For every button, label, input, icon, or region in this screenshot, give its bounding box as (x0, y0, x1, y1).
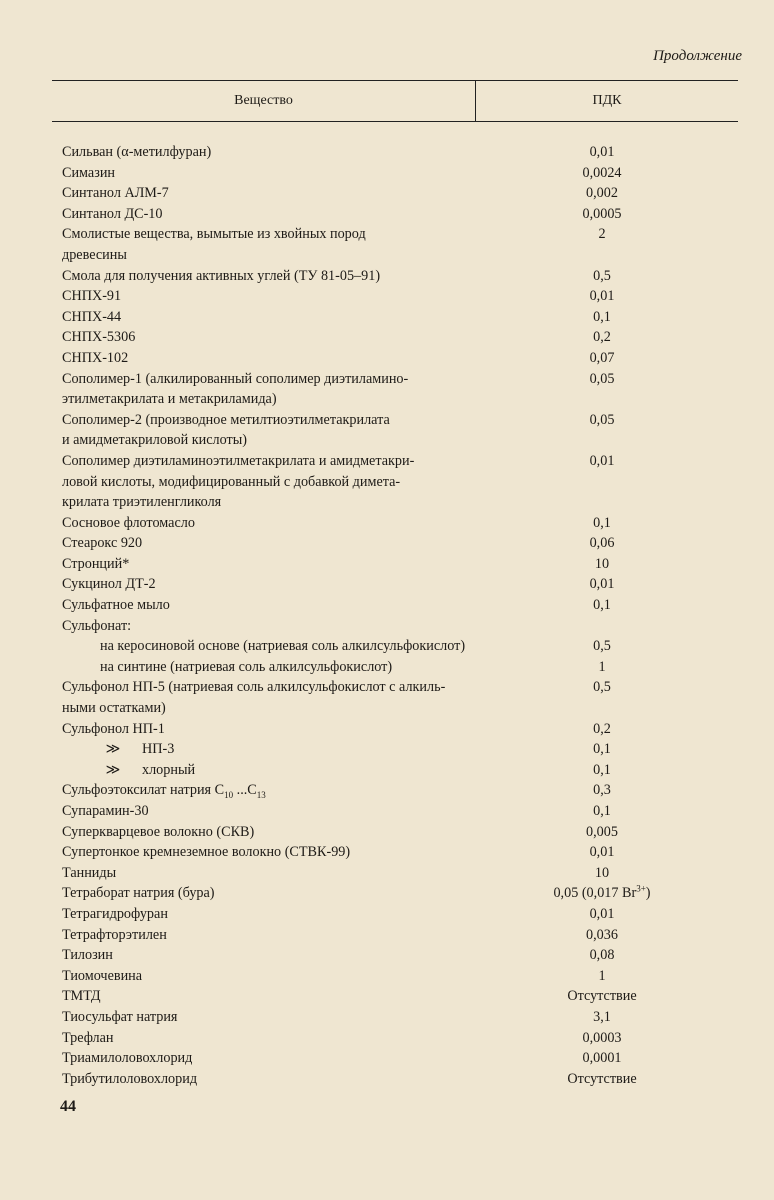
pdk-value: 0,01 (589, 576, 615, 593)
table-row (62, 801, 742, 822)
table-row (62, 183, 742, 204)
substance-name-line: на синтине (натриевая соль алкилсульфокислот) (100, 658, 393, 675)
pdk-value: 0,01 (589, 288, 615, 305)
substance-name-line: Танниды (62, 864, 117, 881)
substance-name-line: ными остатками) (62, 700, 166, 717)
substance-name-line: Трибутилоловохлорид (62, 1070, 198, 1087)
table-row (62, 224, 742, 265)
pdk-value: 0,0005 (582, 205, 622, 222)
pdk-value: 0,0024 (582, 164, 622, 181)
table-row (62, 945, 742, 966)
substance-name-line: Смола для получения активных углей (ТУ 81-05–91) (62, 267, 381, 284)
substance-name-line: этилметакрилата и метакриламида) (62, 391, 277, 408)
table-row (62, 863, 742, 884)
pdk-value: 0,1 (593, 741, 611, 758)
substance-name-line: Сосновое флотомасло (62, 514, 195, 531)
pdk-value: 0,5 (593, 679, 611, 696)
table-row (62, 142, 742, 163)
table-row (62, 904, 742, 925)
substance-name-line (62, 760, 502, 781)
table-row (62, 677, 742, 718)
substance-name-line: Тетрагидрофуран (62, 905, 168, 922)
pdk-value: 1 (598, 658, 606, 675)
table-row (62, 616, 742, 637)
substance-name-line: и амидметакриловой кислоты) (62, 432, 247, 449)
pdk-value: 0,01 (589, 905, 615, 922)
table-row (62, 307, 742, 328)
pdk-value: 0,5 (593, 638, 611, 655)
substance-name-line: Суперкварцевое волокно (СКВ) (62, 823, 255, 840)
substance-name-line: Триамилоловохлорид (62, 1050, 193, 1067)
substance-name-line: Трефлан (62, 1029, 114, 1046)
substance-name-line: Сукцинол ДТ-2 (62, 576, 156, 593)
substance-name-line: ТМТД (62, 988, 101, 1005)
substance-name-line: Сульфатное мыло (62, 597, 170, 614)
pdk-value: 1 (598, 967, 606, 984)
table-row (62, 266, 742, 287)
table-row (62, 780, 742, 801)
substance-name-line: СНПХ-44 (62, 308, 122, 325)
pdk-value: 0,05 (589, 370, 615, 387)
table-row (62, 966, 742, 987)
substance-name-line: Стронций* (62, 555, 130, 572)
pdk-value: 0,1 (593, 761, 611, 778)
table-row (62, 636, 742, 657)
substance-name-line (62, 739, 502, 760)
pdk-value: 0,3 (593, 782, 611, 799)
table-row (62, 410, 742, 451)
pdk-value: 0,036 (586, 926, 618, 943)
substance-name-line: Сульфонол НП-1 (62, 720, 165, 737)
header-substance: Вещество (234, 93, 293, 108)
pdk-value: 0,05 (0,017 $Br^{3+}$) (553, 883, 651, 902)
substance-name-line: Синтанол АЛМ-7 (62, 185, 169, 202)
substance-name-line: на керосиновой основе (натриевая соль алкилсульфокислот) (100, 638, 466, 655)
substance-name-text: НП-3 (142, 741, 175, 758)
substance-name-line: Сульфоэтоксилат натрия $C_{10}$ $...C_{13}$ (62, 782, 266, 801)
ditto-mark: ≫ (105, 741, 121, 758)
page-number: 44 (60, 1098, 76, 1115)
substance-name-line: Тетраборат натрия (бура) (62, 885, 215, 902)
pdk-value: 0,07 (589, 349, 615, 366)
table-row (62, 369, 742, 410)
pdk-value: 0,06 (589, 535, 615, 552)
substance-name-line: крилата триэтиленгликоля (62, 494, 222, 511)
pdk-value: 3,1 (593, 1008, 611, 1025)
substance-name-line: Сополимер-1 (алкилированный сополимер диэтиламино- (62, 370, 409, 387)
substance-name-line: Сополимер диэтиламиноэтилметакрилата и амидметакри- (62, 452, 415, 469)
substance-name-line: Сополимер-2 (производное метилтиоэтилметакрилата (62, 411, 390, 428)
pdk-value: 10 (594, 555, 610, 572)
table-row (62, 327, 742, 348)
pdk-value: 0,005 (586, 823, 618, 840)
pdk-value: 0,01 (589, 452, 615, 469)
pdk-value: 2 (598, 226, 606, 243)
pdk-value: 0,1 (593, 514, 611, 531)
pdk-value: 0,002 (586, 185, 618, 202)
substance-name-line: Тилозин (62, 947, 113, 964)
substance-name-line: Стеарокс 920 (62, 535, 143, 552)
pdk-value: Отсутствие (567, 1070, 637, 1087)
table-row (62, 204, 742, 225)
table-row (62, 554, 742, 575)
table-row (62, 883, 742, 904)
substance-name-line: СНПХ-5306 (62, 329, 136, 346)
substance-name-line: Тиосульфат натрия (62, 1008, 178, 1025)
pdk-value: 0,01 (589, 144, 615, 160)
pdk-value: 0,1 (593, 308, 611, 325)
substance-name-line: СНПХ-102 (62, 349, 129, 366)
substance-name-line: Тиомочевина (62, 967, 143, 984)
table-row (62, 760, 742, 781)
table-row (62, 842, 742, 863)
pdk-value: Отсутствие (567, 988, 637, 1005)
pdk-value: 0,05 (589, 411, 615, 428)
table-row (62, 533, 742, 554)
pdk-value: 0,1 (593, 803, 611, 819)
table-row (62, 451, 742, 513)
pdk-value: 0,01 (589, 844, 615, 861)
substance-name-line: Супарамин-30 (62, 803, 149, 819)
table-row (62, 163, 742, 184)
table-row (62, 719, 742, 740)
table-header (52, 81, 738, 122)
header-pdk: ПДК (592, 93, 622, 108)
pdk-value: 0,08 (589, 947, 615, 964)
table-row (62, 1069, 742, 1090)
table-row (62, 574, 742, 595)
substance-name-line: Тетрафторэтилен (62, 926, 167, 943)
table-row (62, 1048, 742, 1069)
substance-name-line: древесины (62, 246, 127, 263)
continuation-label: Продолжение (653, 48, 742, 64)
table-row (62, 822, 742, 843)
substance-name-line: Сульфонат: (62, 617, 132, 634)
pdk-value: 0,2 (593, 329, 611, 346)
pdk-value: 0,0003 (582, 1029, 622, 1046)
pdk-value: 0,2 (593, 720, 611, 737)
table-row (62, 286, 742, 307)
substance-name-line: Сильван (α-метилфуран) (62, 144, 212, 160)
substance-name-line: Смолистые вещества, вымытые из хвойных пород (62, 226, 366, 243)
substance-name-line: Супертонкое кремнеземное волокно (СТВК-99) (62, 844, 351, 861)
table-row (62, 986, 742, 1007)
substance-name-line: Симазин (62, 164, 116, 181)
table-row (62, 1007, 742, 1028)
ditto-mark: ≫ (105, 761, 121, 778)
table-row (62, 925, 742, 946)
pdk-value: 0,1 (593, 597, 611, 614)
table-row (62, 595, 742, 616)
substance-name-line: СНПХ-91 (62, 288, 122, 305)
table-row (62, 513, 742, 534)
substance-name-text: хлорный (142, 761, 196, 778)
pdk-value: 10 (594, 864, 610, 881)
pdk-value: 0,0001 (582, 1050, 622, 1067)
pdk-value: 0,5 (593, 267, 611, 284)
table-body (62, 142, 742, 1089)
table-row (62, 657, 742, 678)
table-row (62, 739, 742, 760)
substance-name-line: ловой кислоты, модифицированный с добавкой димета- (62, 473, 401, 490)
table-row (62, 1028, 742, 1049)
substance-name-line: Сульфонол НП-5 (натриевая соль алкилсульфокислот с алкиль- (62, 679, 446, 696)
substance-name-line: Синтанол ДС-10 (62, 205, 163, 222)
table-row (62, 348, 742, 369)
